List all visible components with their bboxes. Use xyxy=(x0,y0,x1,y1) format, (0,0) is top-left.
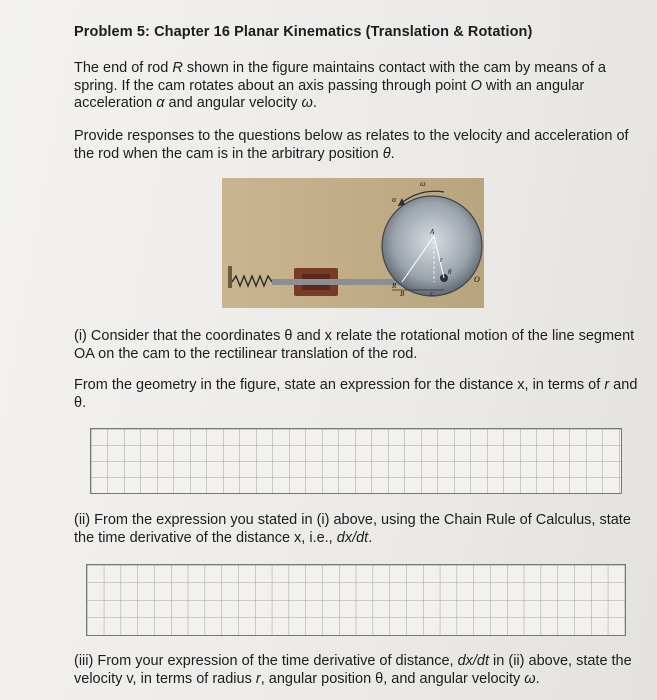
q3-text: (iii) From your expression of the time derivative of distance, xyxy=(74,653,458,669)
question-2 xyxy=(74,512,639,547)
alpha-symbol: α xyxy=(156,95,165,111)
omega-symbol: ω xyxy=(301,95,313,111)
instructions-text: Provide responses to the questions below as relates to the velocity and acceleration of xyxy=(74,128,629,144)
q2-text: (ii) From the expression you stated in (i) above, using the Chain Rule of Calculus, state xyxy=(74,512,631,528)
label-theta: θ xyxy=(448,268,452,276)
rod-symbol: R xyxy=(172,60,183,76)
q3-text: . xyxy=(535,670,540,687)
intro-text: shown in the figure maintains contact with the cam by means of a xyxy=(182,60,606,76)
q2-text: . xyxy=(368,529,373,546)
q1-prompt-text: From the geometry in the figure, state an expression for the distance x, in terms of xyxy=(74,377,605,393)
r-symbol: r xyxy=(604,377,610,393)
label-alpha: α xyxy=(392,195,397,204)
omega-symbol: ω xyxy=(524,670,536,687)
label-B: B xyxy=(400,290,405,298)
q3-text: velocity v, in terms of radius xyxy=(74,670,256,687)
intro-paragraph xyxy=(74,60,639,113)
intro-text: acceleration xyxy=(74,95,157,111)
cam-rod-figure xyxy=(222,178,484,308)
r-symbol: r xyxy=(255,670,261,687)
q1-text: OA on the cam to the rectilinear translation of the rod. xyxy=(74,345,418,362)
question-1 xyxy=(74,328,639,363)
intro-text: and angular velocity xyxy=(164,95,302,111)
q1-prompt-text: θ. xyxy=(74,394,87,411)
label-O: O xyxy=(474,275,480,284)
intro-text: The end of rod xyxy=(74,60,173,76)
question-3 xyxy=(74,653,639,688)
label-omega: ω xyxy=(420,179,426,188)
instructions-paragraph xyxy=(74,128,639,163)
theta-symbol: θ xyxy=(382,145,391,162)
dxdt-symbol: dx/dt xyxy=(336,529,369,546)
label-r: r xyxy=(440,256,443,264)
q3-text: , angular position θ, and angular velocity xyxy=(260,670,525,687)
q1-text: (i) Consider that the coordinates θ and x relate the rotational motion of the line segment xyxy=(74,328,635,344)
point-symbol: O xyxy=(470,77,482,94)
problem-title: Problem 5: Chapter 16 Planar Kinematics (Translation & Rotation) xyxy=(74,24,533,40)
cam-disk xyxy=(382,196,482,296)
answer-box-1[interactable] xyxy=(90,428,622,494)
q1-prompt-text: and xyxy=(609,377,638,393)
intro-text: spring. If the cam rotates about an axis passing through point xyxy=(74,77,471,94)
question-1-prompt xyxy=(74,377,639,412)
label-A: A xyxy=(430,228,435,236)
dxdt-symbol: dx/dt xyxy=(457,653,490,669)
intro-text: with an angular xyxy=(481,77,585,94)
intro-text: . xyxy=(312,95,317,111)
instructions-text: . xyxy=(390,145,395,162)
instructions-text: the rod when the cam is in the arbitrary position xyxy=(74,145,383,162)
wall xyxy=(228,266,232,288)
q2-text: the time derivative of the distance x, i.e., xyxy=(74,529,337,546)
label-R: R xyxy=(392,282,397,290)
q3-text: in (ii) above, state the xyxy=(489,653,632,669)
label-C: C xyxy=(430,292,435,298)
answer-box-2[interactable] xyxy=(86,564,626,636)
